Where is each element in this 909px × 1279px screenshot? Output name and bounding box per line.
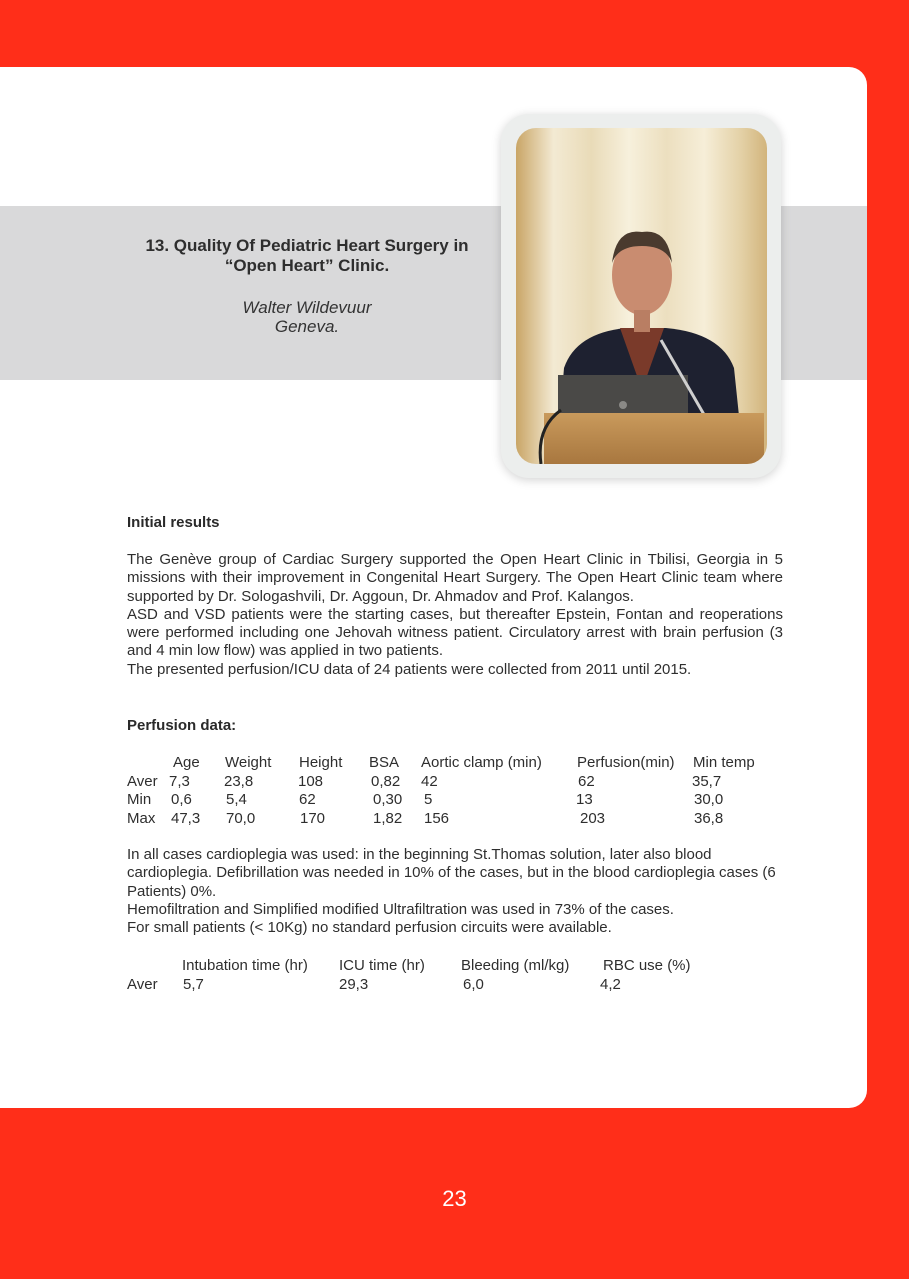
icu-table (127, 957, 727, 994)
column-header: Weight (225, 754, 272, 771)
table-row (127, 791, 787, 810)
table-cell: 13 (576, 791, 593, 808)
table-cell: 203 (580, 809, 606, 827)
table-cell: 5,7 (183, 975, 204, 993)
author-name: Walter Wildevuur (242, 298, 372, 317)
table-cell: 7,3 (169, 772, 190, 790)
icu-header-row (127, 957, 727, 976)
row-label: Min (127, 791, 152, 808)
table-cell: 62 (299, 791, 316, 808)
title-line-1: 13. Quality Of Pediatric Heart Surgery in (145, 236, 469, 255)
column-header: Height (299, 754, 343, 771)
table-cell: 29,3 (339, 975, 369, 993)
speaker-photo (516, 128, 767, 464)
row-label: Aver (127, 772, 158, 790)
table-cell: 70,0 (226, 809, 256, 827)
cardioplegia-paragraph-1: In all cases cardioplegia was used: in the beginning St.Thomas solution, later also blood cardioplegia. Defibrillation was needed in 10% of the cases, but in the blood cardioplegia cases (6 Patients) 0%. (127, 846, 776, 900)
perfusion-data-heading: Perfusion data: (127, 717, 237, 734)
table-cell: 0,82 (371, 772, 401, 790)
cardioplegia-text (127, 846, 783, 937)
perfusion-header-row (127, 754, 787, 773)
column-header: Bleeding (ml/kg) (461, 957, 570, 974)
column-header: BSA (369, 754, 400, 771)
author-location: Geneva. (274, 317, 340, 336)
table-cell: 36,8 (694, 809, 724, 827)
table-cell: 62 (578, 772, 595, 790)
title-line-2: “Open Heart” Clinic. (224, 256, 390, 275)
cardioplegia-paragraph-3: For small patients (< 10Kg) no standard perfusion circuits were available. (127, 919, 612, 937)
column-header: RBC use (%) (603, 957, 691, 974)
initial-results-text (127, 551, 783, 679)
table-cell: 23,8 (224, 772, 254, 790)
column-header: Intubation time (hr) (182, 957, 308, 974)
initial-results-paragraph-1: The Genève group of Cardiac Surgery supported the Open Heart Clinic in Tbilisi, Georgia in 5 missions with their improvement in Congenital Heart Surgery. The Open Heart Clinic team where supported by Dr. Sologashvili, Dr. Aggoun, Dr. Ahmadov and Prof. Kalangos. (127, 551, 783, 605)
speaker-photo-frame (501, 114, 781, 478)
initial-results-heading: Initial results (127, 514, 220, 531)
table-cell: 30,0 (694, 791, 724, 808)
article-header (120, 236, 494, 336)
table-row (127, 976, 727, 995)
table-cell: 1,82 (373, 809, 403, 827)
author-block (120, 298, 494, 336)
article-title (120, 236, 494, 276)
table-cell: 170 (300, 809, 326, 827)
table-cell: 4,2 (600, 975, 621, 993)
table-row (127, 773, 787, 792)
page-number: 23 (442, 1186, 467, 1211)
table-cell: 0,6 (171, 791, 192, 808)
column-header: Perfusion(min) (577, 754, 675, 771)
table-cell: 35,7 (692, 772, 722, 790)
table-cell: 5 (424, 791, 433, 808)
perfusion-table (127, 754, 787, 828)
table-cell: 6,0 (463, 975, 484, 993)
row-label: Aver (127, 975, 158, 993)
table-cell: 42 (421, 772, 438, 790)
table-cell: 108 (298, 772, 324, 790)
column-header: Age (173, 754, 200, 771)
initial-results-paragraph-3: The presented perfusion/ICU data of 24 patients were collected from 2011 until 2015. (127, 660, 692, 678)
column-header: Min temp (693, 754, 755, 771)
initial-results-paragraph-2: ASD and VSD patients were the starting cases, but thereafter Epstein, Fontan and reoperations were performed including one Jehovah witness patient. Circulatory arrest with brain perfusion (3 and 4 min low flow) was applied in two patients. (127, 605, 783, 660)
table-cell: 156 (424, 809, 450, 827)
table-cell: 47,3 (171, 809, 201, 827)
column-header: Aortic clamp (min) (421, 754, 542, 771)
table-cell: 0,30 (373, 791, 403, 808)
column-header: ICU time (hr) (339, 957, 425, 974)
row-label: Max (127, 809, 156, 827)
cardioplegia-paragraph-2: Hemofiltration and Simplified modified Ultrafiltration was used in 73% of the cases. (127, 900, 674, 918)
table-row (127, 810, 787, 829)
table-cell: 5,4 (226, 791, 247, 808)
